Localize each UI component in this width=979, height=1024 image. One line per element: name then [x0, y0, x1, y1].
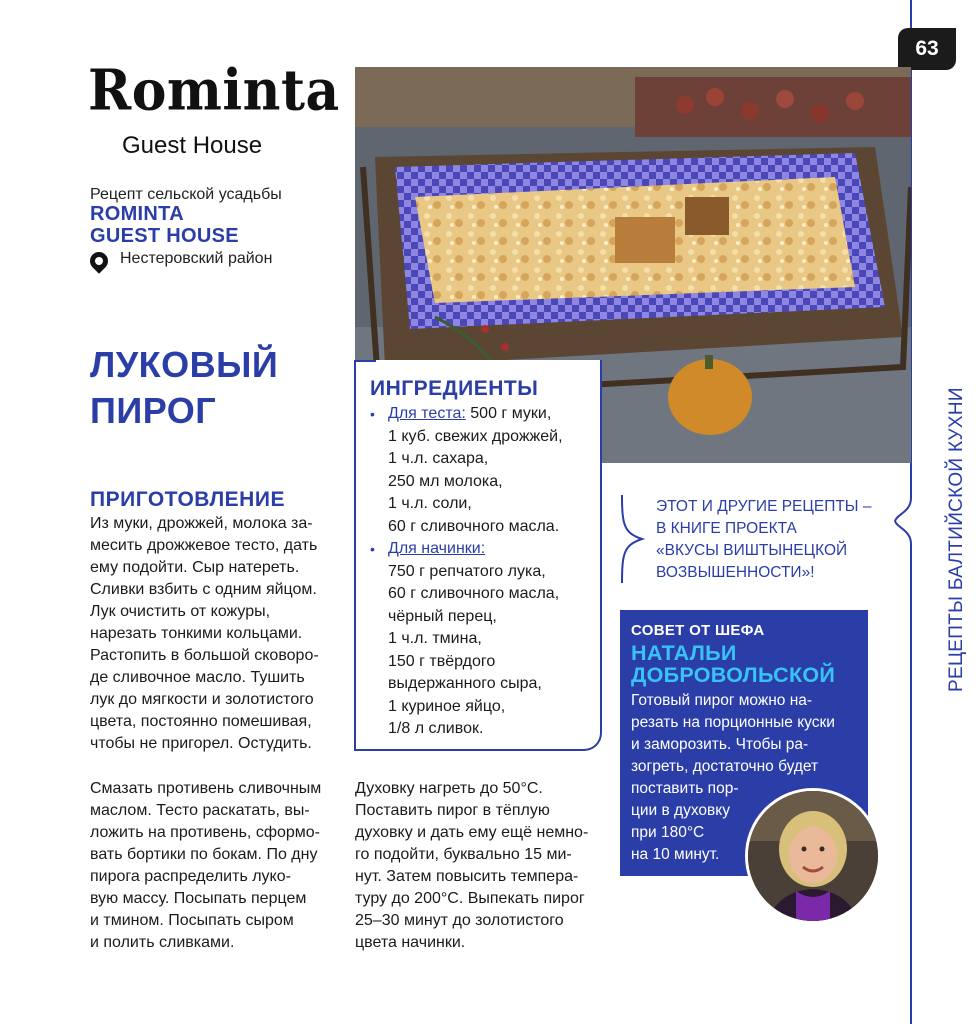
ingredient-item: 60 г сливочного масла,	[388, 585, 560, 602]
chef-tip-label: СОВЕТ ОТ ШЕФА	[631, 622, 765, 639]
ingredient-item: 250 мл молока,	[388, 472, 503, 490]
preparation-paragraph-2: Смазать противень сливочным маслом. Тесто раскатать, вы- ложить на противень, сформо- вать бортики по бокам. По дну пирога распределить луко- вую массу. Посыпать перцем и тмином. Посыпать сыром и полить сливками.	[90, 780, 322, 951]
chef-portrait	[745, 788, 881, 924]
ingredient-item: 1 куб. свежих дрожжей,	[388, 427, 563, 445]
ingredient-item: 1 ч.л. тмина,	[388, 630, 482, 647]
ingredient-item: чёрный перец,	[388, 607, 497, 625]
book-callout: ЭТОТ И ДРУГИЕ РЕЦЕПТЫ – В КНИГЕ ПРОЕКТА «ВКУСЫ ВИШТЫНЕЦКОЙ ВОЗВЫШЕННОСТИ»!	[656, 498, 872, 581]
page-number: 63	[915, 37, 939, 60]
map-pin-icon	[86, 248, 111, 273]
brand-logo: Rominta	[88, 57, 340, 124]
ingredients-heading: ИНГРЕДИЕНТЫ	[370, 377, 539, 400]
ingredients-list	[370, 403, 563, 741]
ingredient-group-dough	[370, 403, 563, 426]
brand-name-line2: GUEST HOUSE	[90, 225, 239, 247]
brand-name-line1: ROMINTA	[90, 203, 184, 225]
dough-label: Для теста:	[388, 405, 466, 422]
section-rail-label: РЕЦЕПТЫ БАЛТИЙСКОЙ КУХНИ	[946, 387, 967, 692]
ingredient-item: 750 г репчатого лука,	[388, 562, 546, 580]
recipe-title-line2: ПИРОГ	[90, 390, 217, 431]
ingredient-item: 1 ч.л. соли,	[388, 495, 472, 512]
chef-portrait-illustration	[748, 791, 878, 921]
recipe-source-intro: Рецепт сельской усадьбы	[90, 186, 282, 203]
ingredient-item: выдержанного сыра,	[388, 675, 542, 692]
chef-tip-text: Готовый пирог можно на- резать на порционные куски и заморозить. Чтобы ра- зогреть, достаточно будет поставить пор- ции в духовку при 180°С на 10 минут.	[631, 692, 835, 863]
ingredient-item: 1 куриное яйцо,	[388, 697, 506, 715]
district-label: Нестеровский район	[120, 250, 273, 267]
ingredient-item: 60 г сливочного масла.	[388, 517, 560, 535]
page-number-badge	[898, 28, 956, 70]
bullet-icon: •	[370, 541, 375, 557]
ingredient-group-filling	[370, 538, 563, 561]
bullet-icon: •	[370, 406, 375, 422]
brand-logo-subtitle: Guest House	[122, 132, 263, 159]
ingredient-item: 150 г твёрдого	[388, 652, 496, 670]
rail-brace-notch	[893, 498, 933, 544]
chef-name: НАТАЛЬИ ДОБРОВОЛЬСКОЙ	[631, 641, 836, 687]
recipe-title	[90, 342, 350, 434]
preparation-paragraph-1: Из муки, дрожжей, молока за- месить дрожжевое тесто, дать ему подойти. Сыр натереть. Сливки взбить с одним яйцом. Лук очистить от кожуры, нарезать тонкими кольцами. Растопить в большой сковоро- де сливочное масло. Тушить лук до мягкости и золотистого цвета, постоянно помешивая, чтобы не пригорел. Остудить.	[90, 515, 319, 752]
preparation-heading: ПРИГОТОВЛЕНИЕ	[90, 488, 285, 511]
callout-brace-icon	[616, 495, 646, 583]
preparation-paragraph-3: Духовку нагреть до 50°С. Поставить пирог в тёплую духовку и дать ему ещё немно- го подойти, буквально 15 ми- нут. Затем повысить темпера- туру до 200°С. Выпекать пирог 25–30 минут до золотистого цвета начинки.	[355, 780, 589, 951]
ingredient-item: 1/8 л сливок.	[388, 720, 484, 737]
ingredient-item: 1 ч.л. сахара,	[388, 450, 489, 467]
filling-label: Для начинки:	[388, 540, 486, 557]
recipe-title-line1: ЛУКОВЫЙ	[90, 344, 279, 385]
ingredient-item: 500 г муки,	[465, 405, 552, 422]
